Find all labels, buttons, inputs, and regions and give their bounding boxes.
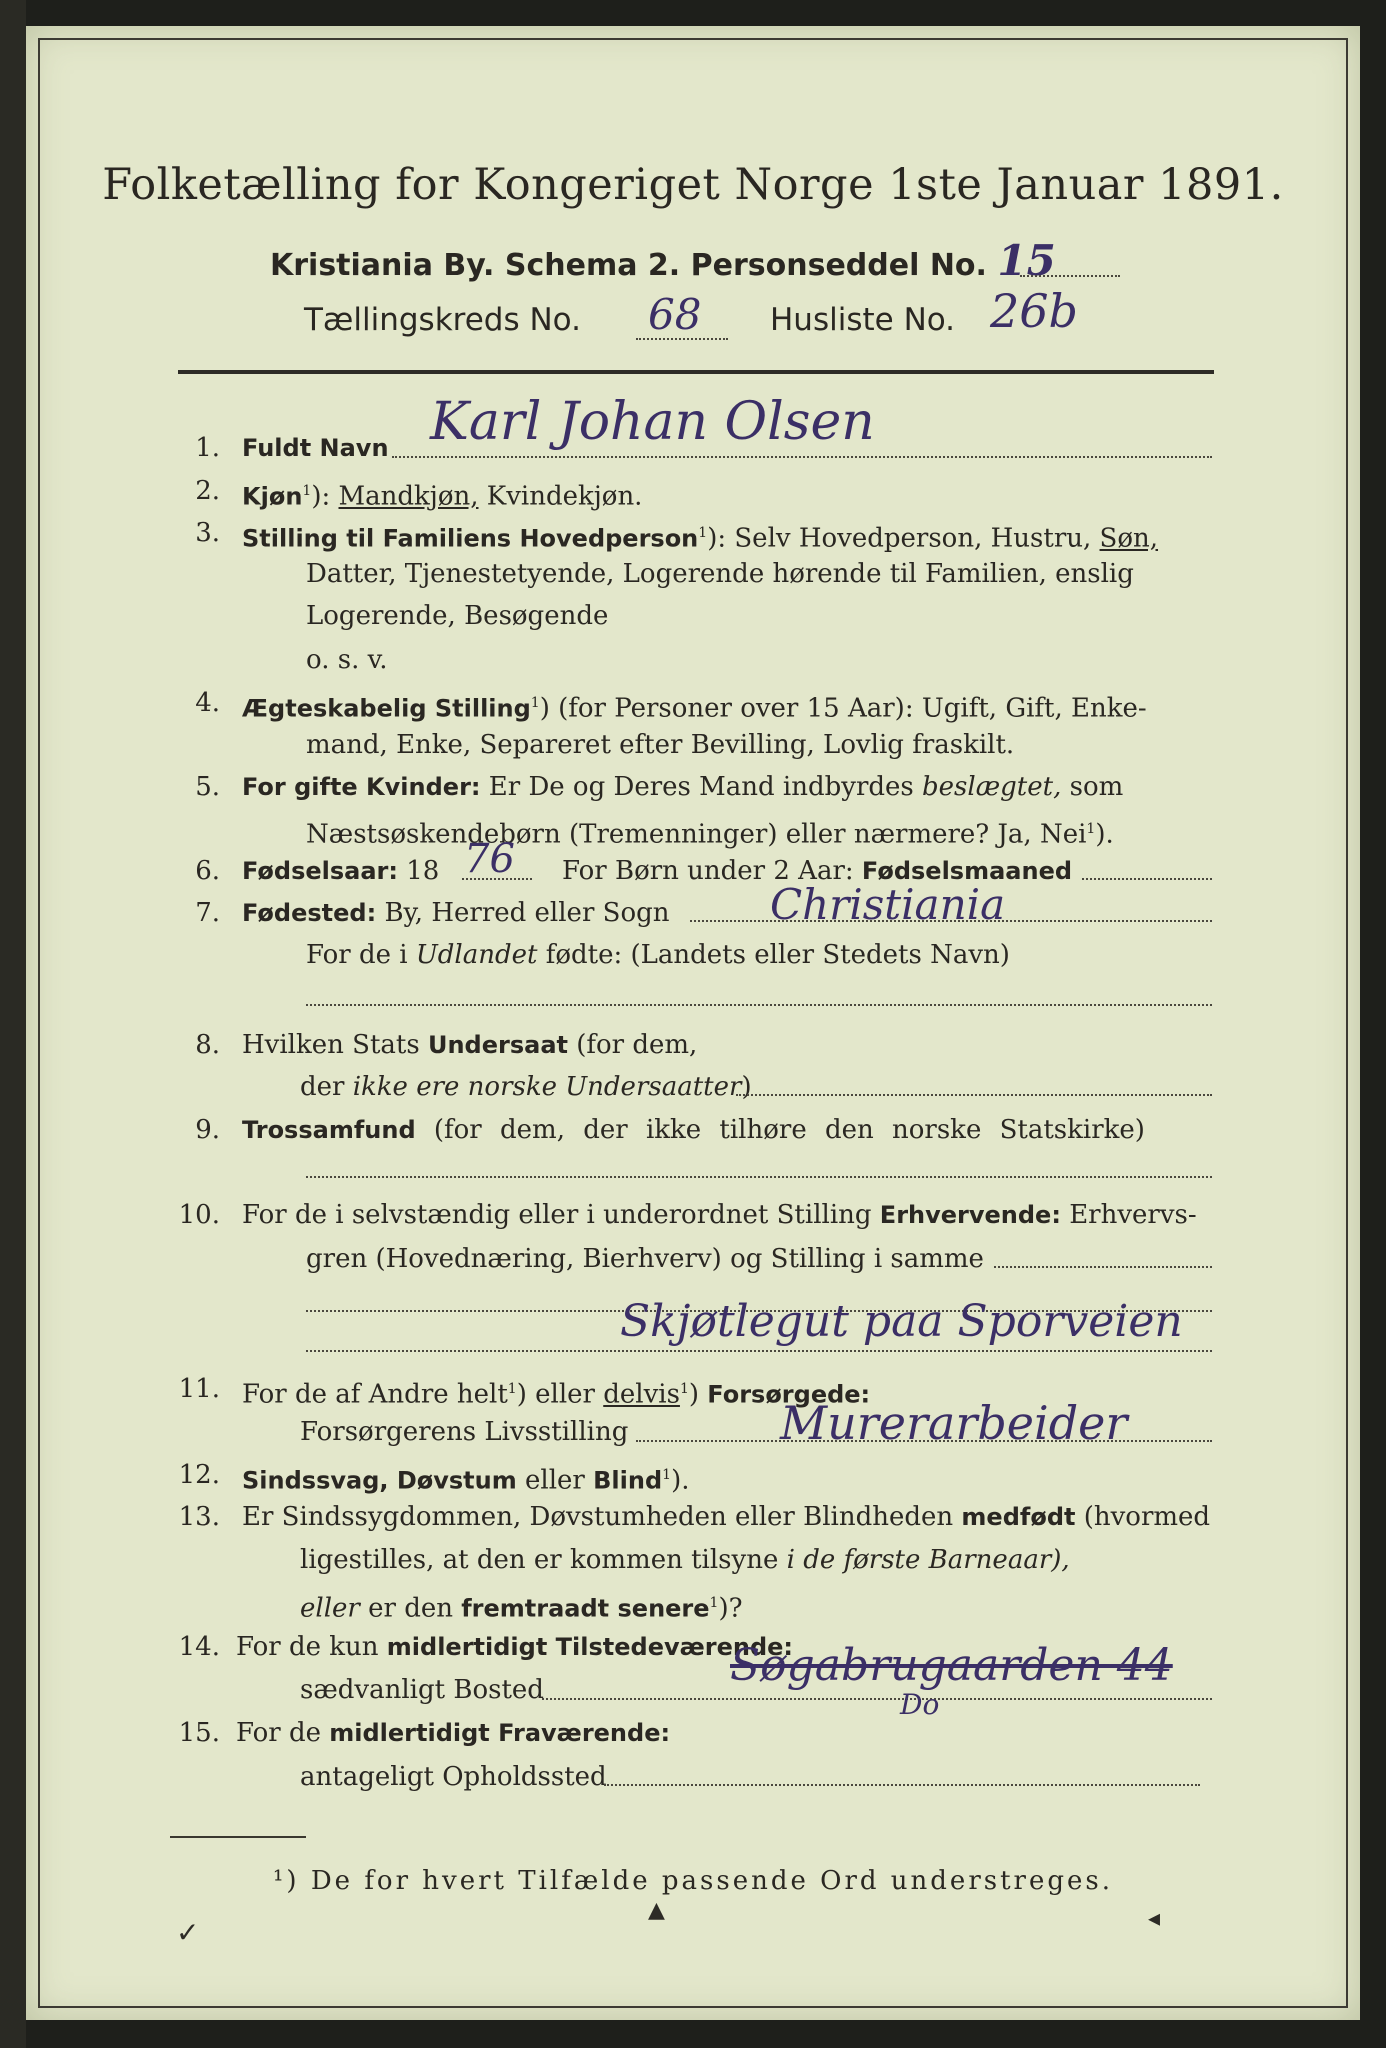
center-mark: ▲ [648, 1898, 665, 1923]
birthplace-row [242, 898, 670, 928]
birth-month-label: Fødselsmaaned [861, 857, 1073, 885]
footnote-mark: 1 [1086, 821, 1096, 837]
temporary-present-label: midlertidigt Tilstedeværende: [386, 1633, 794, 1661]
kreds-label: Tællingskreds No. [304, 302, 581, 338]
congenital-eller: eller [300, 1593, 360, 1624]
married-women-italic: beslægtet, [922, 772, 1062, 802]
supported-label: Forsørgede: [707, 1380, 871, 1409]
occupation-text-end: Erhvervs- [1060, 1200, 1197, 1230]
usual-residence-label: sædvanligt Bosted [300, 1675, 544, 1705]
provider-occupation-value: Murerarbeider [780, 1396, 1128, 1450]
field-number: 12. [178, 1460, 220, 1490]
religion-label: Trossamfund [242, 1116, 416, 1144]
presumed-stay-label: antageligt Opholdssted [300, 1762, 607, 1792]
citizenship-row-2 [300, 1072, 752, 1102]
temporary-absent-row [236, 1718, 670, 1748]
schema-line: Kristiania By. Schema 2. Personseddel No. [270, 248, 987, 283]
field-number: 4. [195, 688, 220, 718]
corner-mark: ◂ [1148, 1904, 1161, 1932]
marital-text: ) (for Personer over 15 Aar): Ugift, Gift, Enke- [539, 693, 1147, 724]
form-title: Folketælling for Kongeriget Norge 1ste Januar 1891. [102, 160, 1284, 210]
footnote-mark: 1 [530, 695, 540, 711]
full-name-value: Karl Johan Olsen [430, 392, 875, 452]
field-number: 14. [178, 1632, 220, 1662]
binding-edge [0, 0, 26, 2048]
birthplace-value: Christiania [770, 880, 1006, 929]
field-number: 7. [195, 898, 220, 928]
abroad-text-end: fødte: (Landets eller Stedets Navn) [537, 940, 1010, 970]
supported-text-2: ) eller [516, 1379, 604, 1410]
field-number: 15. [178, 1718, 220, 1748]
disability-end: ). [671, 1465, 690, 1496]
occupation-text: For de i selvstændig eller i underordnet Stilling [242, 1200, 880, 1230]
temporary-present-text: For de kun [236, 1632, 387, 1662]
gender-label: Kjøn [242, 482, 303, 511]
position-text-2: Datter, Tjenestetyende, Logerende hørende til Familien, enslig [306, 559, 1134, 589]
occupation-value: Skjøtlegut paa Sporveien [620, 1296, 1183, 1347]
congenital-end: )? [718, 1593, 743, 1624]
field-number: 9. [195, 1115, 220, 1145]
dotted-line [306, 1176, 1212, 1178]
dotted-line [462, 878, 532, 880]
supported-delvis: delvis [603, 1379, 680, 1410]
occupation-row [242, 1200, 1197, 1230]
congenital-row-3 [300, 1588, 743, 1624]
citizenship-text-end: (for dem, [567, 1030, 698, 1060]
field-number: 2. [195, 476, 220, 506]
married-women-row [242, 772, 1123, 802]
occupation-text-2: gren (Hovednæring, Bierhverv) og Stilling i samme [306, 1244, 984, 1274]
dotted-line [306, 1004, 1212, 1006]
position-text-4: o. s. v. [306, 645, 388, 675]
congenital-text-end: (hvormed [1075, 1502, 1211, 1532]
religion-row [242, 1115, 1145, 1145]
disability-label: Sindssvag, Døvstum [242, 1466, 517, 1495]
supported-text-3: ) [688, 1379, 708, 1410]
usual-residence-ditto: Do [900, 1688, 940, 1721]
birth-year-row [242, 856, 439, 886]
dotted-line [604, 1784, 1200, 1786]
congenital-row-2 [300, 1545, 1070, 1575]
supported-row [242, 1374, 870, 1410]
field-number: 5. [195, 772, 220, 802]
abroad-italic: Udlandet [415, 940, 538, 970]
position-row [242, 518, 1158, 554]
provider-occupation-label: Forsørgerens Livsstilling [300, 1417, 629, 1447]
gender-colon: ): [311, 481, 339, 512]
citizenship-row [242, 1030, 697, 1060]
birth-month-text: For Børn under 2 Aar: [562, 856, 862, 886]
usual-residence-value: Søgabrugaarden 44 [730, 1640, 1173, 1691]
field-number: 3. [195, 518, 220, 548]
footnote-mark: 1 [507, 1381, 517, 1397]
later-label: fremtraadt senere [461, 1594, 710, 1623]
birthplace-text: By, Herred eller Sogn [376, 898, 670, 928]
dotted-line [392, 456, 1212, 458]
field-number: 11. [178, 1374, 220, 1404]
congenital-text: Er Sindssygdommen, Døvstumheden eller Blindheden [242, 1502, 962, 1532]
temporary-absent-text: For de [236, 1718, 330, 1748]
married-women-row-2: Næstsøskendebørn (Tremenninger) eller nærmere? Ja, Nei$^1$). [306, 819, 1114, 850]
married-women-label: For gifte Kvinder: [242, 773, 481, 801]
dotted-line [994, 1266, 1212, 1268]
corner-mark: ✓ [176, 1916, 200, 1949]
form-subheader [270, 236, 1056, 285]
husliste-label: Husliste No. [770, 302, 956, 338]
citizenship-close: ) [741, 1072, 752, 1102]
congenital-row [242, 1502, 1210, 1532]
dotted-line [306, 1350, 1212, 1352]
footnote: ¹) De for hvert Tilfælde passende Ord understreges. [272, 1866, 1113, 1896]
birthplace-label: Fødested: [242, 899, 377, 927]
field-number: 6. [195, 856, 220, 886]
disability-row [242, 1460, 689, 1496]
abroad-text: For de i [306, 940, 416, 970]
supported-text: For de af Andre helt [242, 1379, 508, 1410]
married-women-text-end: som [1061, 772, 1124, 802]
marital-text-2: mand, Enke, Separeret efter Bevilling, Lovlig fraskilt. [306, 730, 1015, 760]
temporary-absent-label: midlertidigt Fraværende: [329, 1719, 671, 1747]
congenital-text-2: ligestilles, at den er kommen tilsyne [300, 1545, 787, 1575]
congenital-text-3: er den [359, 1593, 462, 1624]
temporary-present-row [236, 1632, 793, 1662]
birth-year-prefix: 18 [398, 856, 440, 886]
dotted-line [1020, 275, 1120, 277]
position-son: Søn, [1099, 523, 1159, 554]
religion-text: (for dem, der ikke tilhøre den norske Statskirke) [415, 1115, 1145, 1145]
blind-label: Blind [593, 1466, 663, 1495]
gender-option-female: Kvindekjøn. [478, 481, 643, 512]
position-label: Stilling til Familiens Hovedperson [242, 524, 699, 553]
gender-row [242, 476, 642, 512]
full-name-label: Fuldt Navn [242, 434, 389, 462]
birthplace-abroad-row [306, 940, 1010, 970]
citizenship-text: Hvilken Stats [242, 1030, 428, 1060]
birth-year-label: Fødselsaar: [242, 857, 398, 885]
citizenship-text-2: der [300, 1072, 353, 1102]
header-rule [178, 370, 1214, 374]
personseddel-number: 15 [997, 236, 1056, 285]
footnote-mark: 1 [679, 1381, 689, 1397]
dotted-line [736, 1094, 1212, 1096]
footnote-rule [170, 1836, 306, 1838]
married-women-text-2: Næstsøskendebørn (Tremenninger) eller nærmere? Ja, Nei [306, 819, 1087, 850]
husliste-number: 26b [990, 284, 1078, 338]
position-text-3: Logerende, Besøgende [306, 601, 609, 631]
congenital-italic: i de første Barneaar), [786, 1545, 1070, 1575]
field-number: 13. [178, 1502, 220, 1532]
disability-text: eller [516, 1465, 594, 1496]
gender-option-male: Mandkjøn, [338, 481, 479, 512]
citizenship-italic: ikke ere norske Undersaatter [352, 1072, 742, 1102]
position-text: ): Selv Hovedperson, Hustru, [707, 523, 1100, 554]
congenital-label: medfødt [961, 1503, 1076, 1531]
field-number: 8. [195, 1030, 220, 1060]
married-women-text: Er De og Deres Mand indbyrdes [480, 772, 923, 802]
occupation-label: Erhvervende: [879, 1201, 1061, 1229]
footnote-mark: 1 [662, 1467, 672, 1483]
birth-year-value: 76 [464, 836, 515, 882]
dotted-line [1082, 878, 1212, 880]
footnote-mark: 1 [698, 525, 708, 541]
footnote-mark: 1 [302, 483, 312, 499]
citizenship-label: Undersaat [427, 1031, 568, 1059]
marital-label: Ægteskabelig Stilling [242, 694, 531, 723]
dotted-line [542, 1698, 1212, 1700]
kreds-number: 68 [648, 290, 702, 339]
field-number: 1. [195, 433, 220, 463]
footnote-mark: 1 [709, 1595, 719, 1611]
marital-row [242, 688, 1147, 724]
field-number: 10. [178, 1200, 220, 1230]
dotted-line [636, 338, 728, 340]
